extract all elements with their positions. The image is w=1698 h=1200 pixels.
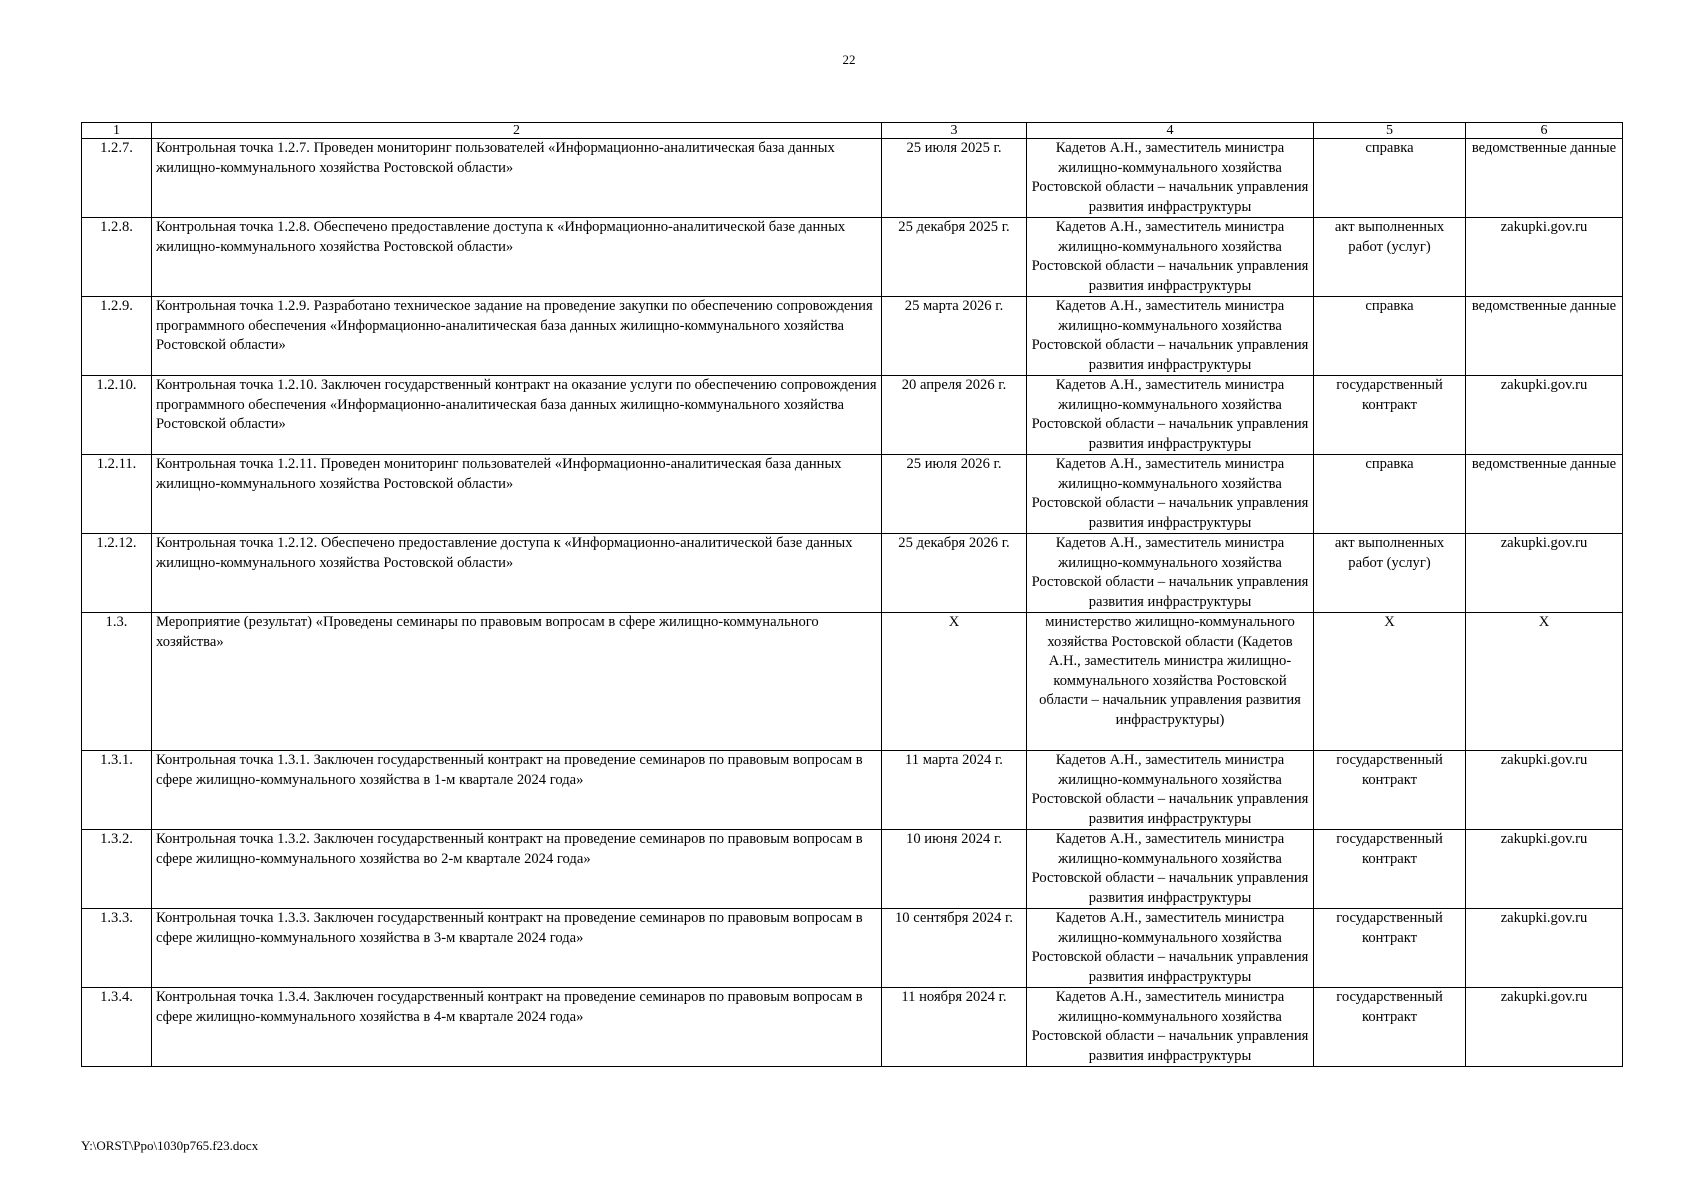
row-document: акт выполненных работ (услуг) — [1314, 218, 1466, 297]
row-responsible: министерство жилищно-коммунального хозяйства Ростовской области (Кадетов А.Н., заместитель министра жилищно-коммунального хозяйства Ростовской области – начальник управления развития инфраструктуры) — [1027, 613, 1314, 751]
row-description: Контрольная точка 1.3.3. Заключен государственный контракт на проведение семинаров по правовым вопросам в сфере жилищно-коммунального хозяйства в 3-м квартале 2024 года» — [152, 909, 882, 988]
table-row — [82, 613, 1623, 751]
row-date: 10 сентября 2024 г. — [882, 909, 1027, 988]
header-cell: 2 — [152, 123, 882, 139]
control-points-table — [81, 122, 1623, 1067]
table-row — [82, 376, 1623, 455]
row-number: 1.2.11. — [82, 455, 152, 534]
row-responsible: Кадетов А.Н., заместитель министра жилищно-коммунального хозяйства Ростовской области – начальник управления развития инфраструктуры — [1027, 455, 1314, 534]
row-responsible: Кадетов А.Н., заместитель министра жилищно-коммунального хозяйства Ростовской области – начальник управления развития инфраструктуры — [1027, 534, 1314, 613]
row-document: справка — [1314, 297, 1466, 376]
row-description: Контрольная точка 1.3.1. Заключен государственный контракт на проведение семинаров по правовым вопросам в сфере жилищно-коммунального хозяйства в 1-м квартале 2024 года» — [152, 751, 882, 830]
row-document: государственный контракт — [1314, 376, 1466, 455]
row-document: справка — [1314, 139, 1466, 218]
row-document: государственный контракт — [1314, 830, 1466, 909]
file-path-footer: Y:\ORST\Ppo\1030p765.f23.docx — [81, 1138, 259, 1153]
table-row — [82, 830, 1623, 909]
row-date: 25 июля 2026 г. — [882, 455, 1027, 534]
header-row — [82, 123, 1623, 139]
header-cell: 5 — [1314, 123, 1466, 139]
row-source: ведомственные данные — [1466, 139, 1623, 218]
row-responsible: Кадетов А.Н., заместитель министра жилищно-коммунального хозяйства Ростовской области – начальник управления развития инфраструктуры — [1027, 909, 1314, 988]
table-row — [82, 988, 1623, 1067]
row-document: государственный контракт — [1314, 909, 1466, 988]
row-description: Контрольная точка 1.2.7. Проведен мониторинг пользователей «Информационно-аналитическая база данных жилищно-коммунального хозяйства Ростовской области» — [152, 139, 882, 218]
row-date: 25 декабря 2025 г. — [882, 218, 1027, 297]
row-number: 1.3.3. — [82, 909, 152, 988]
table-row — [82, 139, 1623, 218]
row-source: zakupki.gov.ru — [1466, 376, 1623, 455]
row-description: Контрольная точка 1.3.2. Заключен государственный контракт на проведение семинаров по правовым вопросам в сфере жилищно-коммунального хозяйства во 2-м квартале 2024 года» — [152, 830, 882, 909]
row-responsible: Кадетов А.Н., заместитель министра жилищно-коммунального хозяйства Ростовской области – начальник управления развития инфраструктуры — [1027, 376, 1314, 455]
row-date: 10 июня 2024 г. — [882, 830, 1027, 909]
row-number: 1.2.7. — [82, 139, 152, 218]
row-document: X — [1314, 613, 1466, 751]
row-date: 25 июля 2025 г. — [882, 139, 1027, 218]
row-description: Контрольная точка 1.2.9. Разработано техническое задание на проведение закупки по обеспечению сопровождения программного обеспечения «Информационно-аналитическая база данных жилищно-коммунального хозяйства Ростовской области» — [152, 297, 882, 376]
row-document: акт выполненных работ (услуг) — [1314, 534, 1466, 613]
row-description: Контрольная точка 1.2.8. Обеспечено предоставление доступа к «Информационно-аналитической базе данных жилищно-коммунального хозяйства Ростовской области» — [152, 218, 882, 297]
row-description: Контрольная точка 1.2.10. Заключен государственный контракт на оказание услуги по обеспечению сопровождения программного обеспечения «Информационно-аналитическая база данных жилищно-коммунального хозяйства Ростовской области» — [152, 376, 882, 455]
row-date: 25 марта 2026 г. — [882, 297, 1027, 376]
row-responsible: Кадетов А.Н., заместитель министра жилищно-коммунального хозяйства Ростовской области – начальник управления развития инфраструктуры — [1027, 988, 1314, 1067]
row-source: zakupki.gov.ru — [1466, 218, 1623, 297]
row-responsible: Кадетов А.Н., заместитель министра жилищно-коммунального хозяйства Ростовской области – начальник управления развития инфраструктуры — [1027, 830, 1314, 909]
row-description: Мероприятие (результат) «Проведены семинары по правовым вопросам в сфере жилищно-коммунального хозяйства» — [152, 613, 882, 751]
row-source: ведомственные данные — [1466, 455, 1623, 534]
page-number: 22 — [842, 52, 856, 67]
table-row — [82, 909, 1623, 988]
row-date: 11 ноября 2024 г. — [882, 988, 1027, 1067]
row-date: 11 марта 2024 г. — [882, 751, 1027, 830]
row-source: zakupki.gov.ru — [1466, 751, 1623, 830]
row-number: 1.3. — [82, 613, 152, 751]
row-description: Контрольная точка 1.2.11. Проведен мониторинг пользователей «Информационно-аналитическая база данных жилищно-коммунального хозяйства Ростовской области» — [152, 455, 882, 534]
row-document: государственный контракт — [1314, 988, 1466, 1067]
table-row — [82, 297, 1623, 376]
header-cell: 3 — [882, 123, 1027, 139]
header-cell: 1 — [82, 123, 152, 139]
row-number: 1.3.1. — [82, 751, 152, 830]
row-source: ведомственные данные — [1466, 297, 1623, 376]
row-number: 1.2.8. — [82, 218, 152, 297]
row-document: государственный контракт — [1314, 751, 1466, 830]
row-source: zakupki.gov.ru — [1466, 534, 1623, 613]
row-description: Контрольная точка 1.2.12. Обеспечено предоставление доступа к «Информационно-аналитической базе данных жилищно-коммунального хозяйства Ростовской области» — [152, 534, 882, 613]
row-description: Контрольная точка 1.3.4. Заключен государственный контракт на проведение семинаров по правовым вопросам в сфере жилищно-коммунального хозяйства в 4-м квартале 2024 года» — [152, 988, 882, 1067]
row-date: 25 декабря 2026 г. — [882, 534, 1027, 613]
row-date: 20 апреля 2026 г. — [882, 376, 1027, 455]
row-date: X — [882, 613, 1027, 751]
row-number: 1.3.2. — [82, 830, 152, 909]
row-number: 1.3.4. — [82, 988, 152, 1067]
row-responsible: Кадетов А.Н., заместитель министра жилищно-коммунального хозяйства Ростовской области – начальник управления развития инфраструктуры — [1027, 218, 1314, 297]
header-cell: 4 — [1027, 123, 1314, 139]
row-responsible: Кадетов А.Н., заместитель министра жилищно-коммунального хозяйства Ростовской области – начальник управления развития инфраструктуры — [1027, 751, 1314, 830]
row-number: 1.2.10. — [82, 376, 152, 455]
row-source: X — [1466, 613, 1623, 751]
row-document: справка — [1314, 455, 1466, 534]
table-row — [82, 455, 1623, 534]
table-row — [82, 534, 1623, 613]
table-row — [82, 751, 1623, 830]
header-cell: 6 — [1466, 123, 1623, 139]
row-responsible: Кадетов А.Н., заместитель министра жилищно-коммунального хозяйства Ростовской области – начальник управления развития инфраструктуры — [1027, 139, 1314, 218]
row-source: zakupki.gov.ru — [1466, 909, 1623, 988]
row-source: zakupki.gov.ru — [1466, 830, 1623, 909]
table-row — [82, 218, 1623, 297]
row-number: 1.2.12. — [82, 534, 152, 613]
row-source: zakupki.gov.ru — [1466, 988, 1623, 1067]
row-responsible: Кадетов А.Н., заместитель министра жилищно-коммунального хозяйства Ростовской области – начальник управления развития инфраструктуры — [1027, 297, 1314, 376]
row-number: 1.2.9. — [82, 297, 152, 376]
